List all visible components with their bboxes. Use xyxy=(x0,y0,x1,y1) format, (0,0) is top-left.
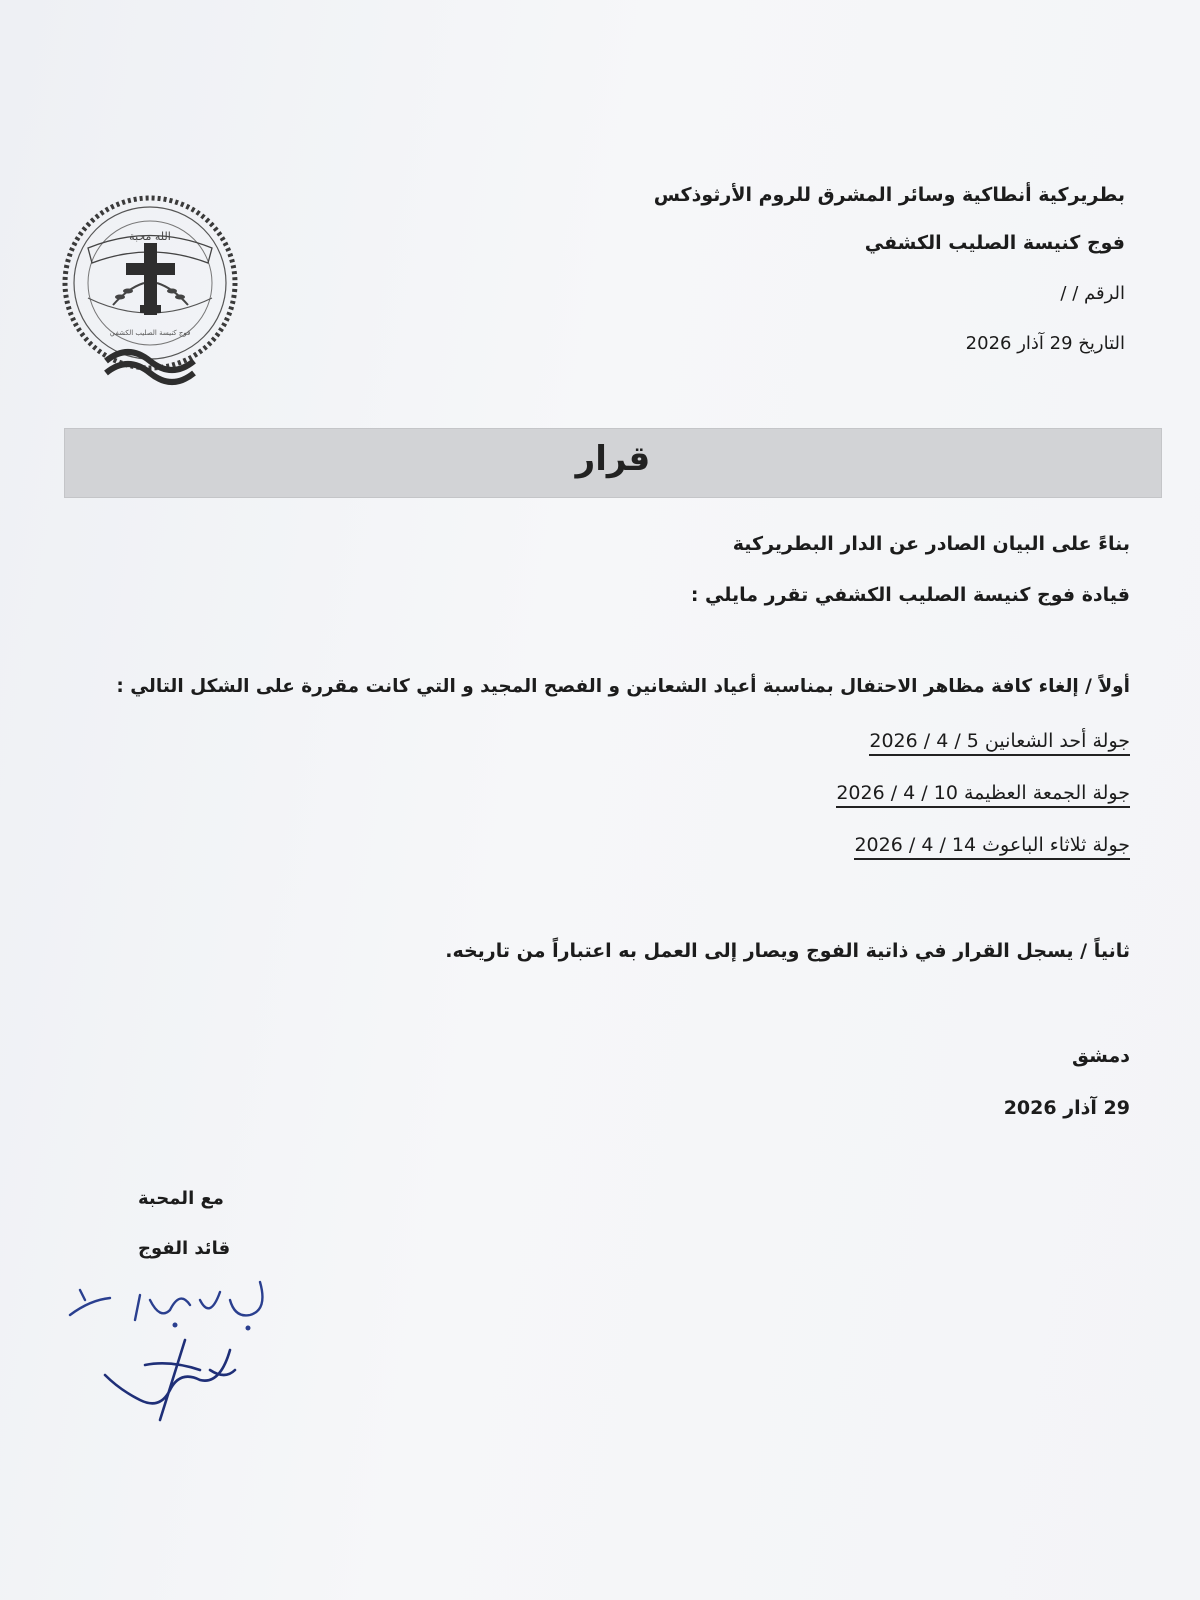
svg-text:الله محبة: الله محبة xyxy=(129,230,171,243)
patriarchate-name: بطريركية أنطاكية وسائر المشرق للروم الأرثوذكس xyxy=(653,184,1125,206)
closing-phrase: مع المحبة xyxy=(138,1188,224,1209)
issue-date: 29 آذار 2026 xyxy=(1003,1097,1130,1119)
reference-number: الرقم / / xyxy=(1060,283,1125,304)
intro-line-1: بناءً على البيان الصادر عن الدار البطريركية xyxy=(732,533,1130,555)
signer-role: قائد الفوج xyxy=(138,1238,231,1259)
tour-item: جولة ثلاثاء الباعوث 14 / 4 / 2026 xyxy=(854,834,1130,860)
title-bar xyxy=(64,428,1162,498)
issue-place: دمشق xyxy=(1072,1045,1130,1067)
tour-item: جولة أحد الشعانين 5 / 4 / 2026 xyxy=(869,730,1130,756)
document-date: التاريخ 29 آذار 2026 xyxy=(965,333,1125,354)
handwritten-signature xyxy=(50,1270,280,1430)
troop-seal-logo xyxy=(58,193,243,393)
tour-item: جولة الجمعة العظيمة 10 / 4 / 2026 xyxy=(836,782,1130,808)
decision-title: قرار xyxy=(575,439,651,479)
svg-text:فوج كنيسة الصليب الكشفي: فوج كنيسة الصليب الكشفي xyxy=(109,329,191,337)
clause-second: ثانياً / يسجل القرار في ذاتية الفوج ويصار إلى العمل به اعتباراً من تاريخه. xyxy=(445,940,1130,962)
intro-line-2: قيادة فوج كنيسة الصليب الكشفي تقرر مايلي : xyxy=(690,584,1130,606)
troop-name: فوج كنيسة الصليب الكشفي xyxy=(864,232,1125,254)
clause-first: أولاً / إلغاء كافة مظاهر الاحتفال بمناسبة أعياد الشعانين و الفصح المجيد و التي كانت مقررة على الشكل التالي : xyxy=(116,676,1130,697)
